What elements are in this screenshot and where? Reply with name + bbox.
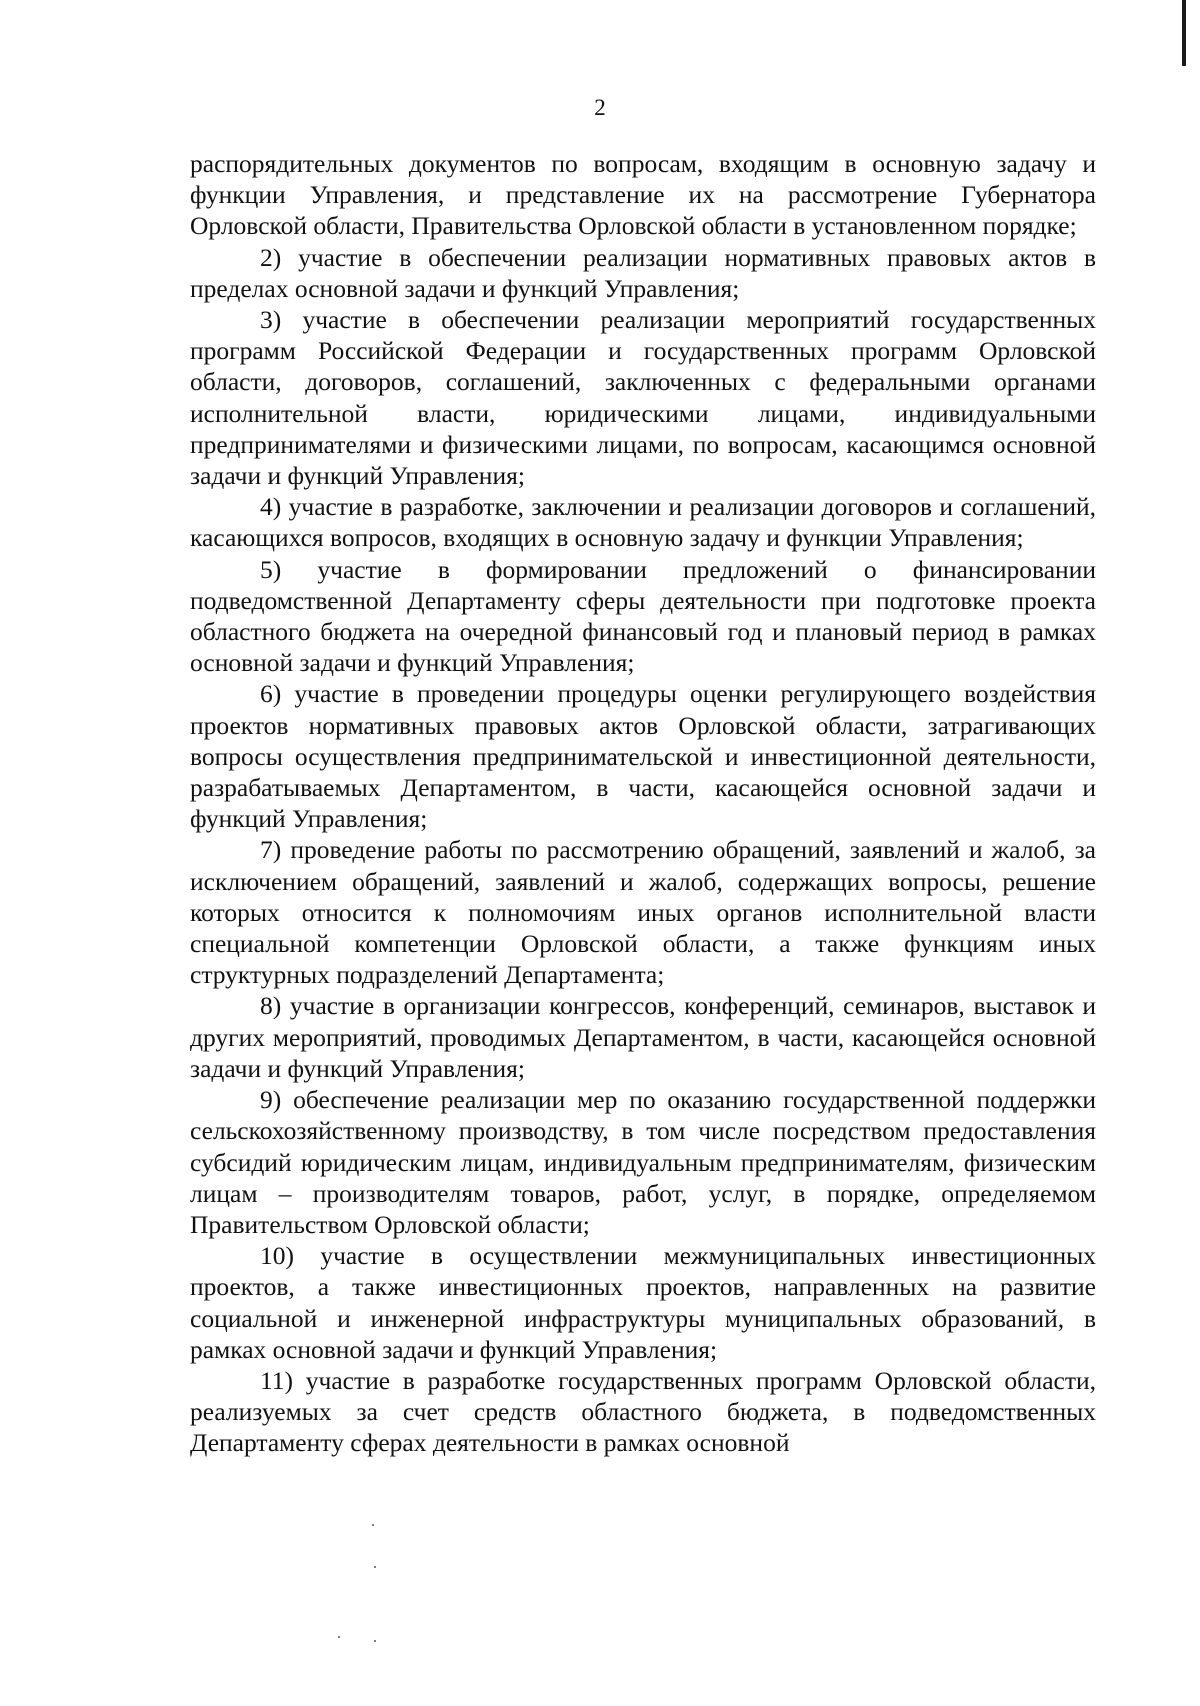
paragraph-item-10: 10) участие в осуществлении межмуниципальных инвестиционных проектов, а также инвестиционных проектов, направленных на развитие социальной и инженерной инфраструктуры муниципальных образований, в рамках основной задачи и функций Управления; — [190, 1241, 1096, 1364]
page-number: 2 — [594, 95, 606, 120]
paragraph-item-5: 5) участие в формировании предложений о финансировании подведомственной Департаменту сферы деятельности при подготовке проекта областного бюджета на очередной финансовый год и плановый период в рамках основной задачи и функций Управления; — [190, 554, 1096, 678]
paragraph-continuation: распорядительных документов по вопросам, входящим в основную задачу и функции Управления, и представление их на рассмотрение Губернатора Орловской области, Правительства Орловской области в установленном порядке; — [190, 149, 1096, 241]
scan-speck — [338, 1636, 340, 1638]
paragraph-item-3: 3) участие в обеспечении реализации мероприятий государственных программ Российской Федерации и государственных программ Орловской области, договоров, соглашений, заключенных с федеральными органами исполнительной власти, юридическими лицами, индивидуальными предпринимателями и физическими лицами, по вопросам, касающимся основной задачи и функций Управления; — [190, 305, 1096, 491]
paragraph-item-7: 7) проведение работы по рассмотрению обращений, заявлений и жалоб, за исключением обращений, заявлений и жалоб, содержащих вопросы, решение которых относится к полномочиям иных органов исполнительной власти специальной компетенции Орловской области, а также функциям иных структурных подразделений Департамента; — [190, 835, 1096, 990]
scan-speck — [374, 1566, 376, 1568]
paragraph-item-9: 9) обеспечение реализации мер по оказанию государственной поддержки сельскохозяйственному производству, в том числе посредством предоставления субсидий юридическим лицам, индивидуальным предпринимателям, физическим лицам – производителям товаров, работ, услуг, в порядке, определяемом Правительством Орловской области; — [190, 1085, 1096, 1239]
paragraph-item-2: 2) участие в обеспечении реализации нормативных правовых актов в пределах основной задачи и функций Управления; — [190, 242, 1096, 303]
scan-speck — [374, 1640, 376, 1642]
scan-speck — [372, 1524, 374, 1526]
paragraph-item-11: 11) участие в разработке государственных программ Орловской области, реализуемых за счет средств областного бюджета, в подведомственных Департаменту сферах деятельности в рамках основной — [190, 1365, 1096, 1458]
document-body — [190, 148, 1096, 1459]
paragraph-item-6: 6) участие в проведении процедуры оценки регулирующего воздействия проектов нормативных правовых актов Орловской области, затрагивающих вопросы осуществления предпринимательской и инвестиционной деятельности, разрабатываемых Департаментом, в части, касающейся основной задачи и функций Управления; — [190, 679, 1096, 834]
paragraph-item-4: 4) участие в разработке, заключении и реализации договоров и соглашений, касающихся вопросов, входящих в основную задачу и функции Управления; — [190, 492, 1096, 553]
paragraph-item-8: 8) участие в организации конгрессов, конференций, семинаров, выставок и других мероприятий, проводимых Департаментом, в части, касающейся основной задачи и функций Управления; — [190, 991, 1096, 1083]
scan-edge-mark — [1182, 0, 1186, 66]
